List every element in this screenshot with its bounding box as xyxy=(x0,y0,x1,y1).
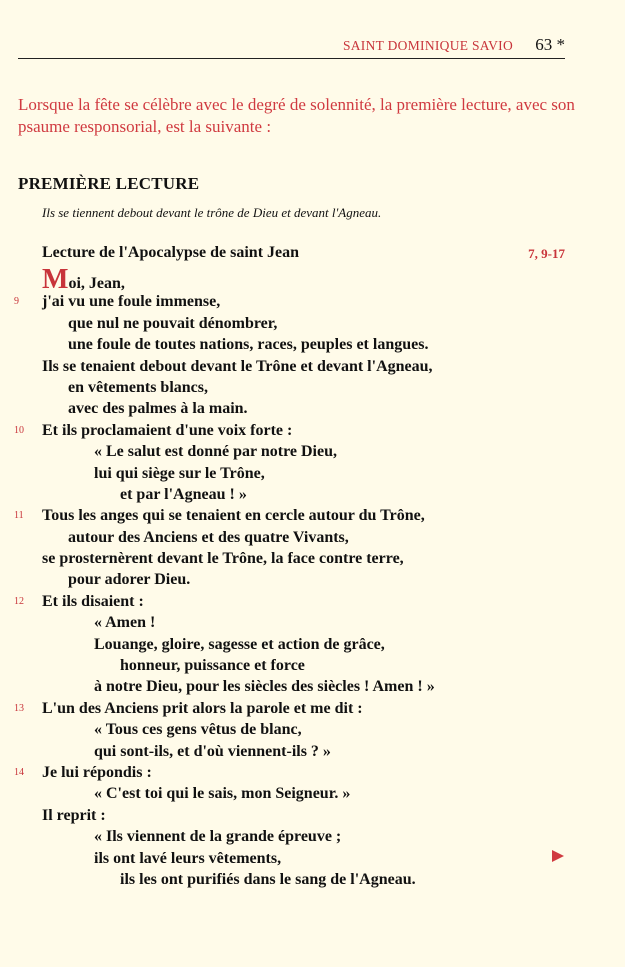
drop-cap: M xyxy=(42,264,69,295)
line-text: avec des palmes à la main. xyxy=(68,400,248,418)
reading-title: Lecture de l'Apocalypse de saint Jean xyxy=(42,244,300,261)
text-line xyxy=(0,571,625,592)
text-line xyxy=(0,379,625,400)
line-text: « Ils viennent de la grande épreuve ; xyxy=(94,828,342,846)
text-line xyxy=(0,336,625,357)
text-line xyxy=(0,871,625,892)
text-line xyxy=(0,358,625,379)
text-line xyxy=(0,443,625,464)
text-line xyxy=(0,850,625,871)
text-line xyxy=(0,764,625,785)
text-line xyxy=(0,721,625,742)
line-text: pour adorer Dieu. xyxy=(68,571,191,589)
line-text: ils les ont purifiés dans le sang de l'Agneau. xyxy=(120,870,416,888)
text-line xyxy=(0,700,625,721)
line-text: ils ont lavé leurs vêtements, xyxy=(94,849,282,867)
text-line xyxy=(0,422,625,443)
line-text: à notre Dieu, pour les siècles des siècles ! Amen ! » xyxy=(94,678,435,696)
line-text: honneur, puissance et force xyxy=(120,657,305,675)
line-text: Je lui répondis : xyxy=(42,763,152,781)
reading-text xyxy=(0,264,625,892)
line-text: et par l'Agneau ! » xyxy=(120,485,247,503)
running-title: SAINT DOMINIQUE SAVIO xyxy=(342,38,513,53)
line-text: « Tous ces gens vêtus de blanc, xyxy=(94,721,302,739)
text-line xyxy=(0,507,625,528)
text-line xyxy=(0,785,625,806)
line-text: en vêtements blancs, xyxy=(68,378,208,396)
page-number: 63 * xyxy=(535,35,565,54)
text-line xyxy=(0,614,625,635)
text-line xyxy=(0,550,625,571)
line-text: une foule de toutes nations, races, peuples et langues. xyxy=(68,336,429,354)
reading-summary: Ils se tiennent debout devant le trône de Dieu et devant l'Agneau. xyxy=(42,205,382,220)
text-line xyxy=(0,264,625,295)
line-text: autour des Anciens et des quatre Vivants, xyxy=(68,528,349,546)
line-text: « C'est toi qui le sais, mon Seigneur. » xyxy=(94,785,351,803)
text-line xyxy=(0,743,625,764)
line-text: qui sont-ils, et d'où viennent-ils ? » xyxy=(94,742,331,760)
verse-number: 11 xyxy=(14,510,24,522)
line-text: j'ai vu une foule immense, xyxy=(42,293,221,311)
line-text: Louange, gloire, sagesse et action de grâce, xyxy=(94,635,385,653)
text-line xyxy=(0,828,625,849)
section-title: PREMIÈRE LECTURE xyxy=(18,174,200,193)
line-text: lui qui siège sur le Trône, xyxy=(94,464,265,482)
text-line xyxy=(0,807,625,828)
page-header xyxy=(18,36,565,59)
line-text: oi, Jean, xyxy=(68,275,125,292)
text-line xyxy=(0,593,625,614)
line-text: Tous les anges qui se tenaient en cercle autour du Trône, xyxy=(42,507,425,525)
scripture-reference: 7, 9-17 xyxy=(528,246,565,261)
rubric-note: Lorsque la fête se célèbre avec le degré de solennité, la première lecture, avec son psaume responsorial, est la suivante : xyxy=(18,95,575,136)
line-text: Et ils disaient : xyxy=(42,592,144,610)
line-text: « Le salut est donné par notre Dieu, xyxy=(94,443,337,461)
text-line xyxy=(0,486,625,507)
line-text: « Amen ! xyxy=(94,614,156,632)
line-text: Il reprit : xyxy=(42,806,106,824)
text-line xyxy=(0,400,625,421)
continue-arrow-icon xyxy=(552,850,564,862)
text-line xyxy=(0,657,625,678)
line-text: Et ils proclamaient d'une voix forte : xyxy=(42,421,293,439)
verse-number: 10 xyxy=(14,424,24,436)
verse-number: 9 xyxy=(14,296,19,308)
line-text: L'un des Anciens prit alors la parole et me dit : xyxy=(42,699,363,717)
text-line xyxy=(0,678,625,699)
text-line xyxy=(0,529,625,550)
text-line xyxy=(0,636,625,657)
text-line xyxy=(0,465,625,486)
line-text: Ils se tenaient debout devant le Trône et devant l'Agneau, xyxy=(42,357,433,375)
text-line xyxy=(0,315,625,336)
verse-number: 12 xyxy=(14,595,24,607)
text-line xyxy=(0,293,625,314)
line-text: que nul ne pouvait dénombrer, xyxy=(68,314,278,332)
line-text: se prosternèrent devant le Trône, la face contre terre, xyxy=(42,550,404,568)
verse-number: 13 xyxy=(14,702,24,714)
verse-number: 14 xyxy=(14,766,24,778)
